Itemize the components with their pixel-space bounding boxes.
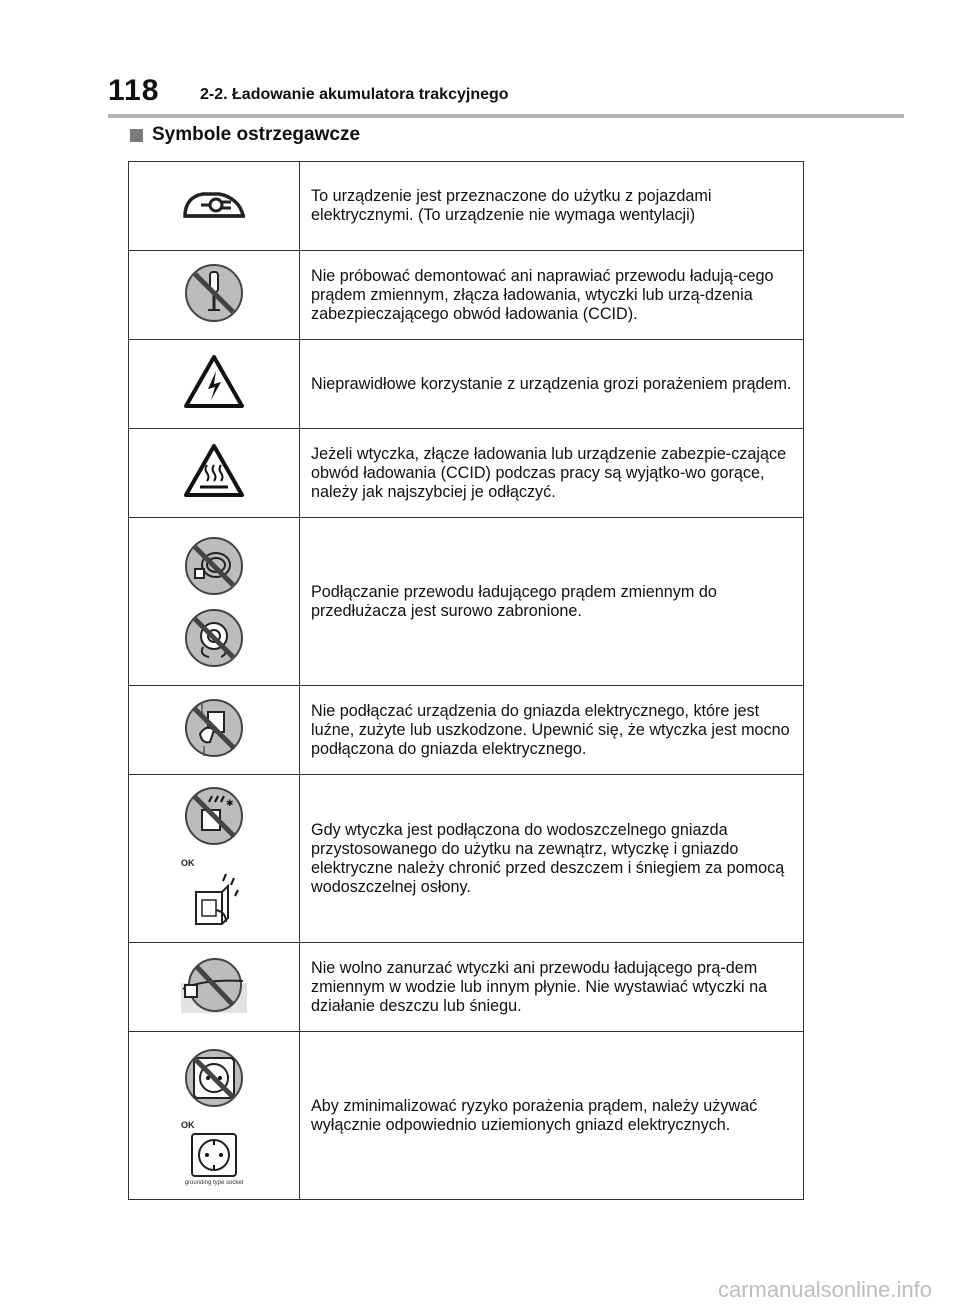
weatherproof-outlet-icon <box>182 870 246 934</box>
table-row <box>129 162 804 251</box>
section-title: Symbole ostrzegawcze <box>152 124 361 145</box>
warning-symbols-table <box>128 161 804 1200</box>
table-row <box>129 251 804 340</box>
svg-text:✱: ✱ <box>226 798 234 809</box>
row-text: Nie próbować demontować ani naprawiać przewodu ładują-cego prądem zmiennym, złącza ładowania, wtyczki lub urzą-dzenia zabezpieczającego obwód ładowania (CCID). <box>300 251 804 340</box>
header-rule <box>108 114 904 118</box>
table-row <box>129 518 804 686</box>
row-text: Nie wolno zanurzać wtyczki ani przewodu ładującego prą-dem zmiennym w wodzie lub innym płynie. Nie wystawiać wtyczki na działanie deszczu lub śniegu. <box>300 943 804 1032</box>
chapter-title: 2-2. Ładowanie akumulatora trakcyjnego <box>200 86 509 103</box>
row-text: Aby zminimalizować ryzyko porażenia prądem, należy używać wyłącznie odpowiednio uziemionych gniazd elektrycznych. <box>300 1032 804 1200</box>
row-text: Podłączanie przewodu ładującego prądem zmiennym do przedłużacza jest surowo zabronione. <box>300 518 804 686</box>
table-row <box>129 943 804 1032</box>
icon-cell <box>129 943 300 1032</box>
icon-cell <box>129 162 300 251</box>
icon-cell <box>129 251 300 340</box>
row-text: Gdy wtyczka jest podłączona do wodoszczelnego gniazda przystosowanego do użytku na zewnątrz, wtyczkę i gniazdo elektryczne należy chronić przed deszczem i śniegiem za pomocą wodoszczelnej osłony. <box>300 775 804 943</box>
no-cord-reel-icon <box>183 607 245 669</box>
row-text: Jeżeli wtyczka, złącze ładowania lub urządzenie zabezpie-czające obwód ładowania (CCID) podczas pracy są wyjątko-wo gorące, należy jak najszybciej je odłączyć. <box>300 429 804 518</box>
ok-label: OK <box>181 857 195 868</box>
section-heading <box>130 124 360 146</box>
table-row <box>129 1032 804 1200</box>
icon-cell <box>129 775 300 943</box>
icon-cell <box>129 518 300 686</box>
watermark-footer: carmanualsonline.info <box>717 1277 932 1302</box>
square-bullet-icon <box>130 129 143 142</box>
no-submerge-icon <box>179 955 249 1015</box>
row-text: Nie podłączać urządzenia do gniazda elektrycznego, które jest luźne, zużyte lub uszkodzone. Upewnić się, że wtyczka jest mocno podłączona do gniazda elektrycznego. <box>300 686 804 775</box>
electric-shock-warning-icon <box>183 354 245 410</box>
table-row <box>129 775 804 943</box>
icon-cell <box>129 1032 300 1200</box>
page-header <box>0 0 960 118</box>
no-extension-cord-icon <box>183 535 245 597</box>
table-row <box>129 686 804 775</box>
hot-surface-warning-icon <box>183 443 245 499</box>
page-number: 118 <box>108 74 160 107</box>
icon-cell <box>129 686 300 775</box>
socket-caption: grounding type socket <box>184 1179 244 1186</box>
no-loose-socket-icon <box>182 696 246 760</box>
no-ungrounded-socket-icon <box>182 1046 246 1110</box>
row-text: Nieprawidłowe korzystanie z urządzenia grozi porażeniem prądem. <box>300 340 804 429</box>
no-screwdriver-icon <box>183 262 245 324</box>
electric-car-plug-icon <box>179 184 249 224</box>
icon-cell <box>129 340 300 429</box>
grounded-socket-icon <box>184 1132 244 1178</box>
icon-cell <box>129 429 300 518</box>
table-row <box>129 429 804 518</box>
ok-label: OK <box>181 1119 195 1130</box>
no-unprotected-outlet-rain-icon <box>182 784 246 848</box>
row-text: To urządzenie jest przeznaczone do użytku z pojazdami elektrycznymi. (To urządzenie nie wymaga wentylacji) <box>300 162 804 251</box>
table-row <box>129 340 804 429</box>
